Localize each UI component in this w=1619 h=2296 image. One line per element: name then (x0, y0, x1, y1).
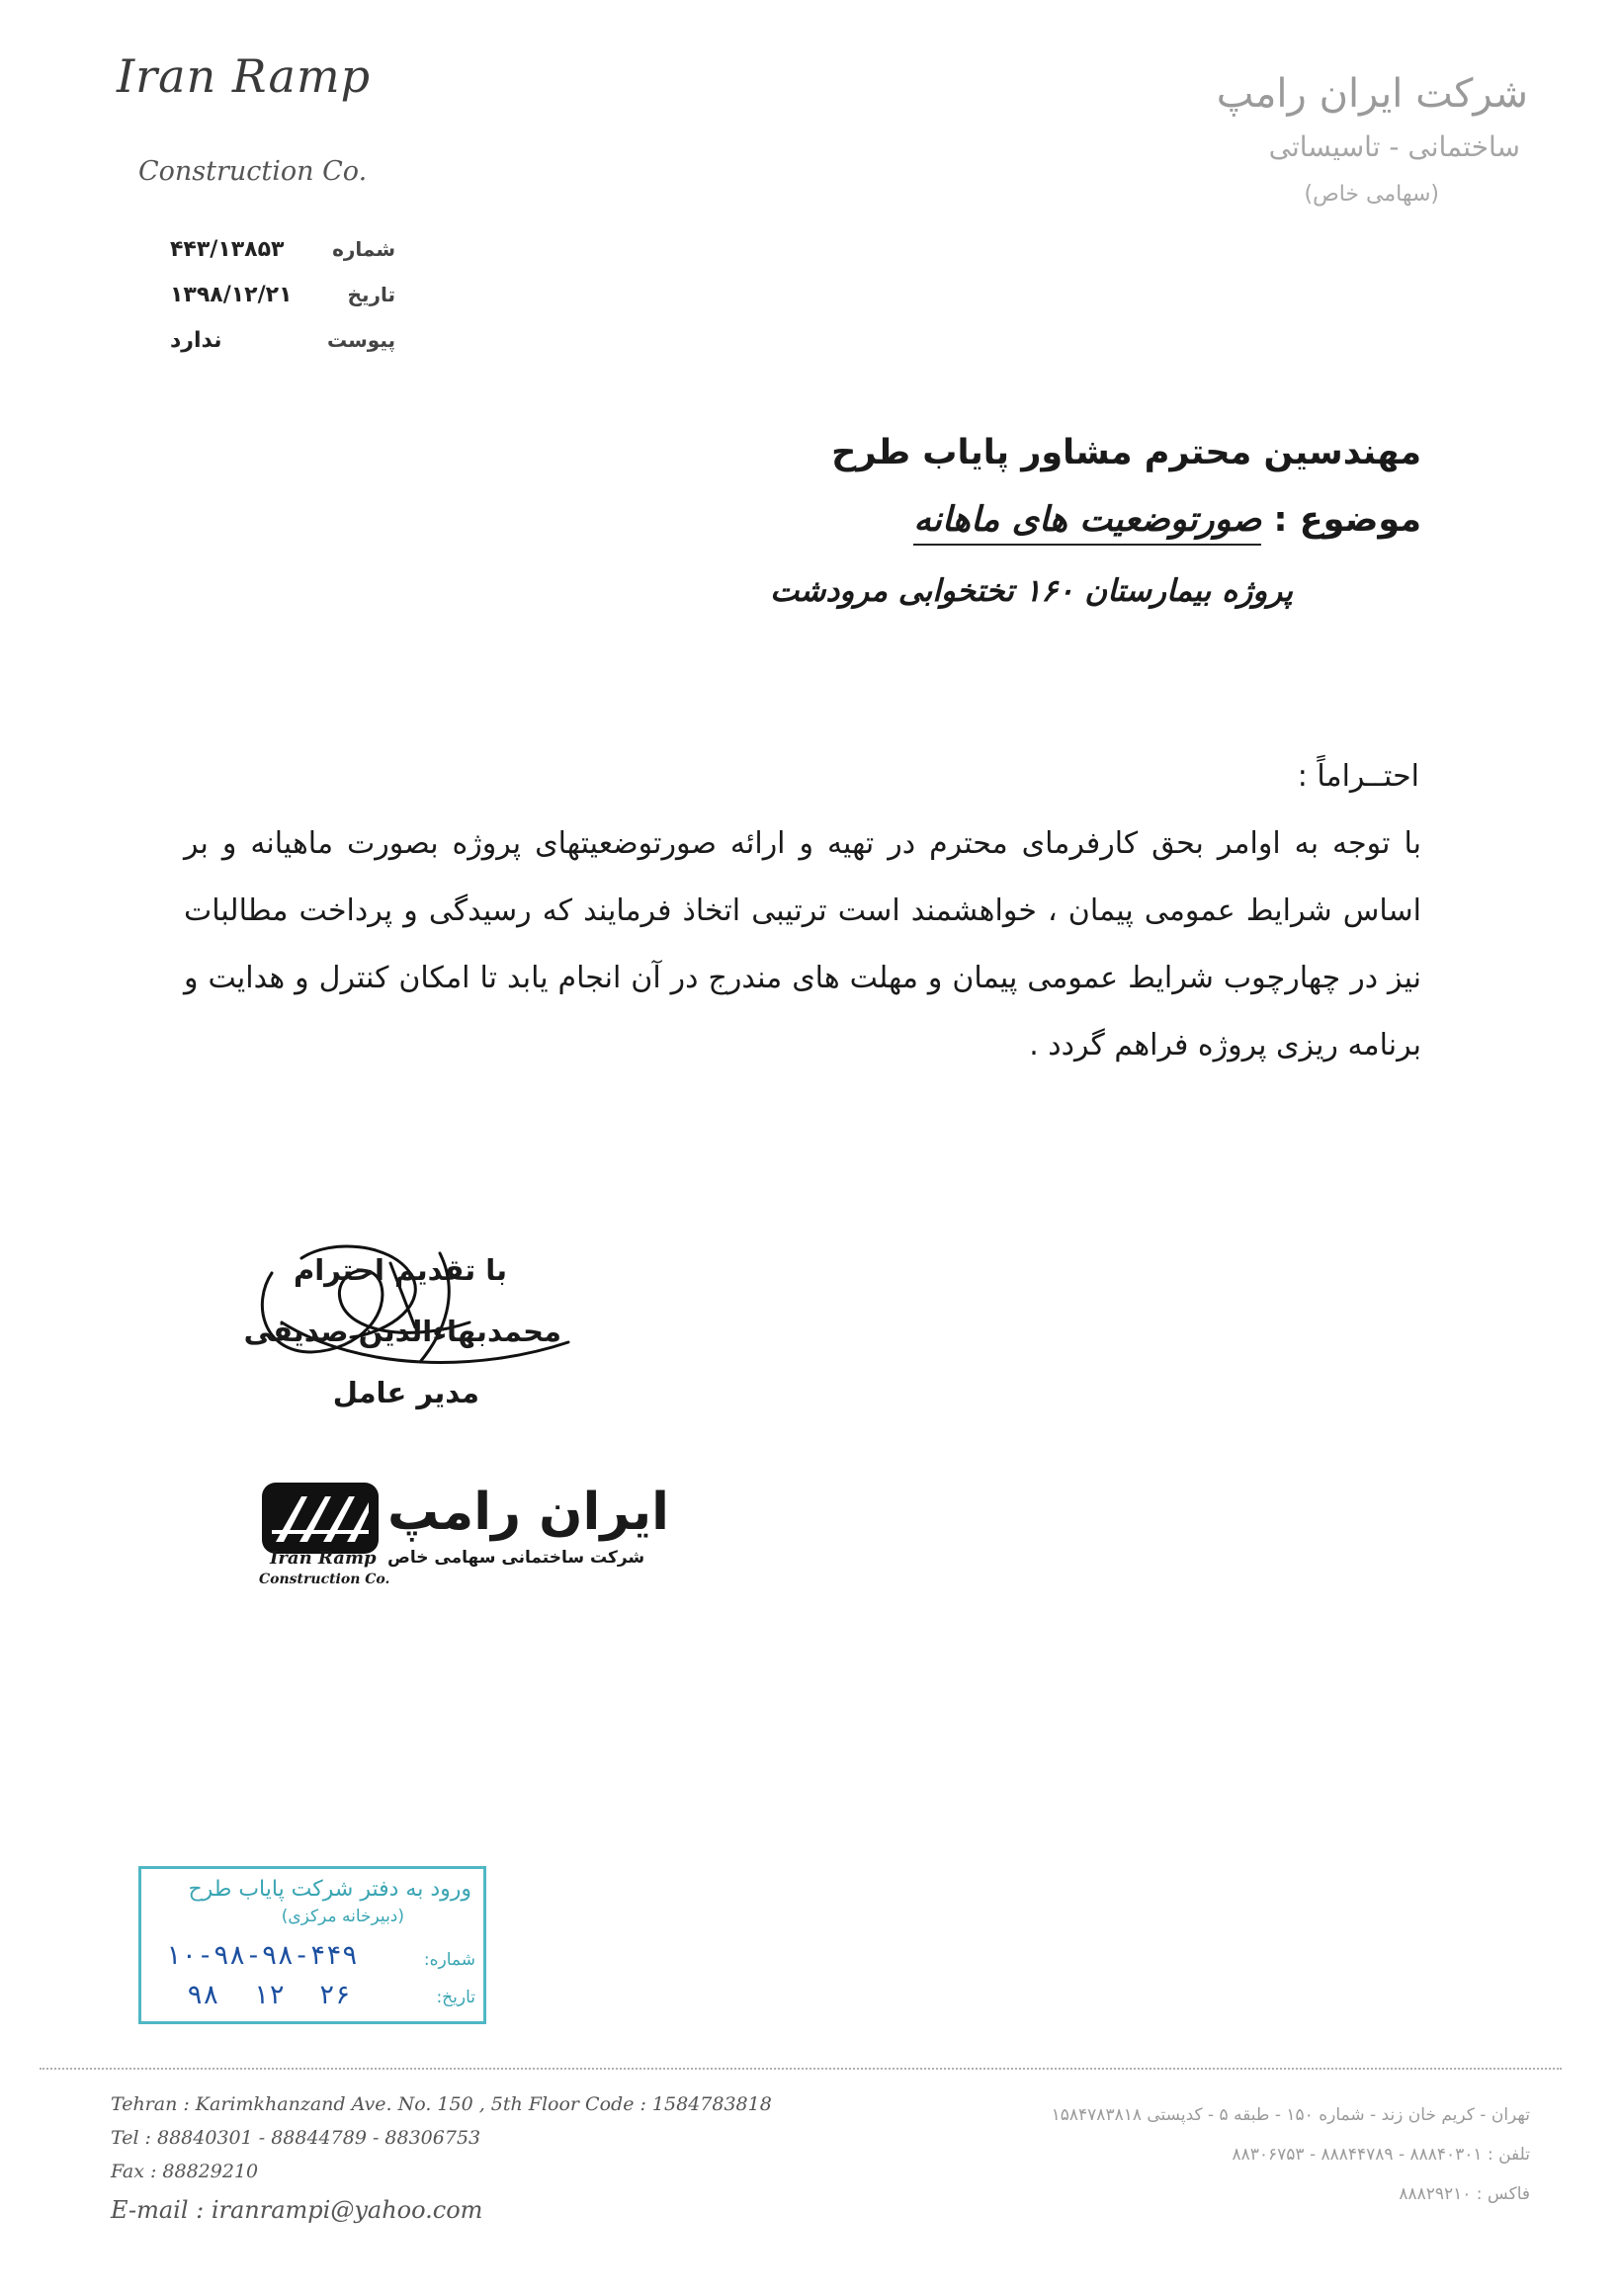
footer-address-latin: Tehran : Karimkhanzand Ave. No. 150 , 5th Floor Code : 1584783818 (111, 2093, 772, 2115)
letter-attachment-label: پیوست (326, 328, 395, 352)
logo-tagline-persian: شرکت ساختمانی سهامی خاص (387, 1548, 645, 1568)
subject-label: موضوع : (1273, 500, 1421, 540)
letter-date-label: تاریخ (347, 283, 395, 306)
company-type-persian: (سهامی خاص) (1304, 182, 1439, 207)
letter-attachment-row (170, 328, 395, 353)
company-tagline-persian: ساختمانی - تاسیساتی (1268, 130, 1520, 163)
footer-address-persian: تهران - کریم خان زند - شماره ۱۵۰ - طبقه ۵ - کدپستی ۱۵۸۴۷۸۳۸۱۸ (1051, 2105, 1530, 2125)
addressee: مهندسین محترم مشاور پایاب طرح (831, 433, 1421, 472)
letter-number-value: ۴۴۳/۱۳۸۵۳ (170, 237, 285, 262)
footer-email-latin: E-mail : iranrampi@yahoo.com (111, 2196, 483, 2224)
footer-fax-latin: Fax : 88829210 (111, 2161, 259, 2182)
logo-tagline-latin: Construction Co. (259, 1572, 390, 1587)
logo-wordmark-latin: Iran Ramp (270, 1548, 377, 1569)
footer-divider (40, 2068, 1562, 2070)
letter-date-row (170, 283, 395, 307)
footer-phone-latin: Tel : 88840301 - 88844789 - 88306753 (111, 2127, 481, 2149)
signer-title: مدیر عامل (332, 1376, 479, 1409)
letter-number-row (170, 237, 395, 262)
stamp-title: ورود به دفتر شرکت پایاب طرح (188, 1877, 471, 1902)
logo-wordmark-persian: ایران رامپ (387, 1483, 670, 1542)
letter-date-value: ۱۳۹۸/۱۲/۲۱ (170, 283, 293, 307)
company-logo-icon (262, 1483, 379, 1554)
closing-phrase: با تقدیم احترام (293, 1253, 507, 1287)
signer-name: محمدبهاءالدین صدیقی (243, 1315, 561, 1348)
stamp-date-label: تاریخ: (436, 1988, 475, 2007)
company-name-persian: شرکت ایران رامپ (1216, 71, 1528, 117)
greeting: احتــراماً : (1297, 759, 1419, 794)
footer-phone-persian: تلفن : ۸۸۸۴۰۳۰۱ - ۸۸۸۴۴۷۸۹ - ۸۸۳۰۶۷۵۳ (1232, 2145, 1530, 2165)
stamp-subtitle: (دبیرخانه مرکزی) (281, 1907, 404, 1926)
stamp-number-label: شماره: (423, 1950, 475, 1970)
letter-number-label: شماره (332, 237, 395, 261)
subject-value: صورتوضعیت های ماهانه (913, 500, 1261, 546)
company-name-latin: Iran Ramp (117, 49, 372, 103)
letter-paragraph: با توجه به اوامر بحق کارفرمای محترم در تهیه و ارائه صورتوضعیتهای پروژه بصورت ماهیانه و بر اساس شرایط عمومی پیمان ، خواهشمند است ترتیبی اتخاذ فرمایند که رسیدگی و پرداخت مطالبات نیز در چهارچوب شرایط عمومی پیمان و مهلت های مندرج در آن انجام یابد تا امکان کنترل و هدایت و برنامه ریزی پروژه فراهم گردد . (184, 826, 1421, 1063)
subject-line (913, 500, 1421, 540)
stamp-number-value: ۱۰-۹۸-۹۸-۴۴۹ (165, 1940, 359, 1971)
company-tagline-latin: Construction Co. (138, 156, 368, 187)
footer-fax-persian: فاکس : ۸۸۸۲۹۲۱۰ (1399, 2184, 1530, 2204)
project-line: پروژه بیمارستان ۱۶۰ تختخوابی مرودشت (770, 573, 1293, 609)
received-stamp (138, 1866, 486, 2024)
letter-attachment-value: ندارد (170, 328, 222, 353)
stamp-date-value: ۹۸ ۱۲ ۲۶ (187, 1980, 352, 2010)
